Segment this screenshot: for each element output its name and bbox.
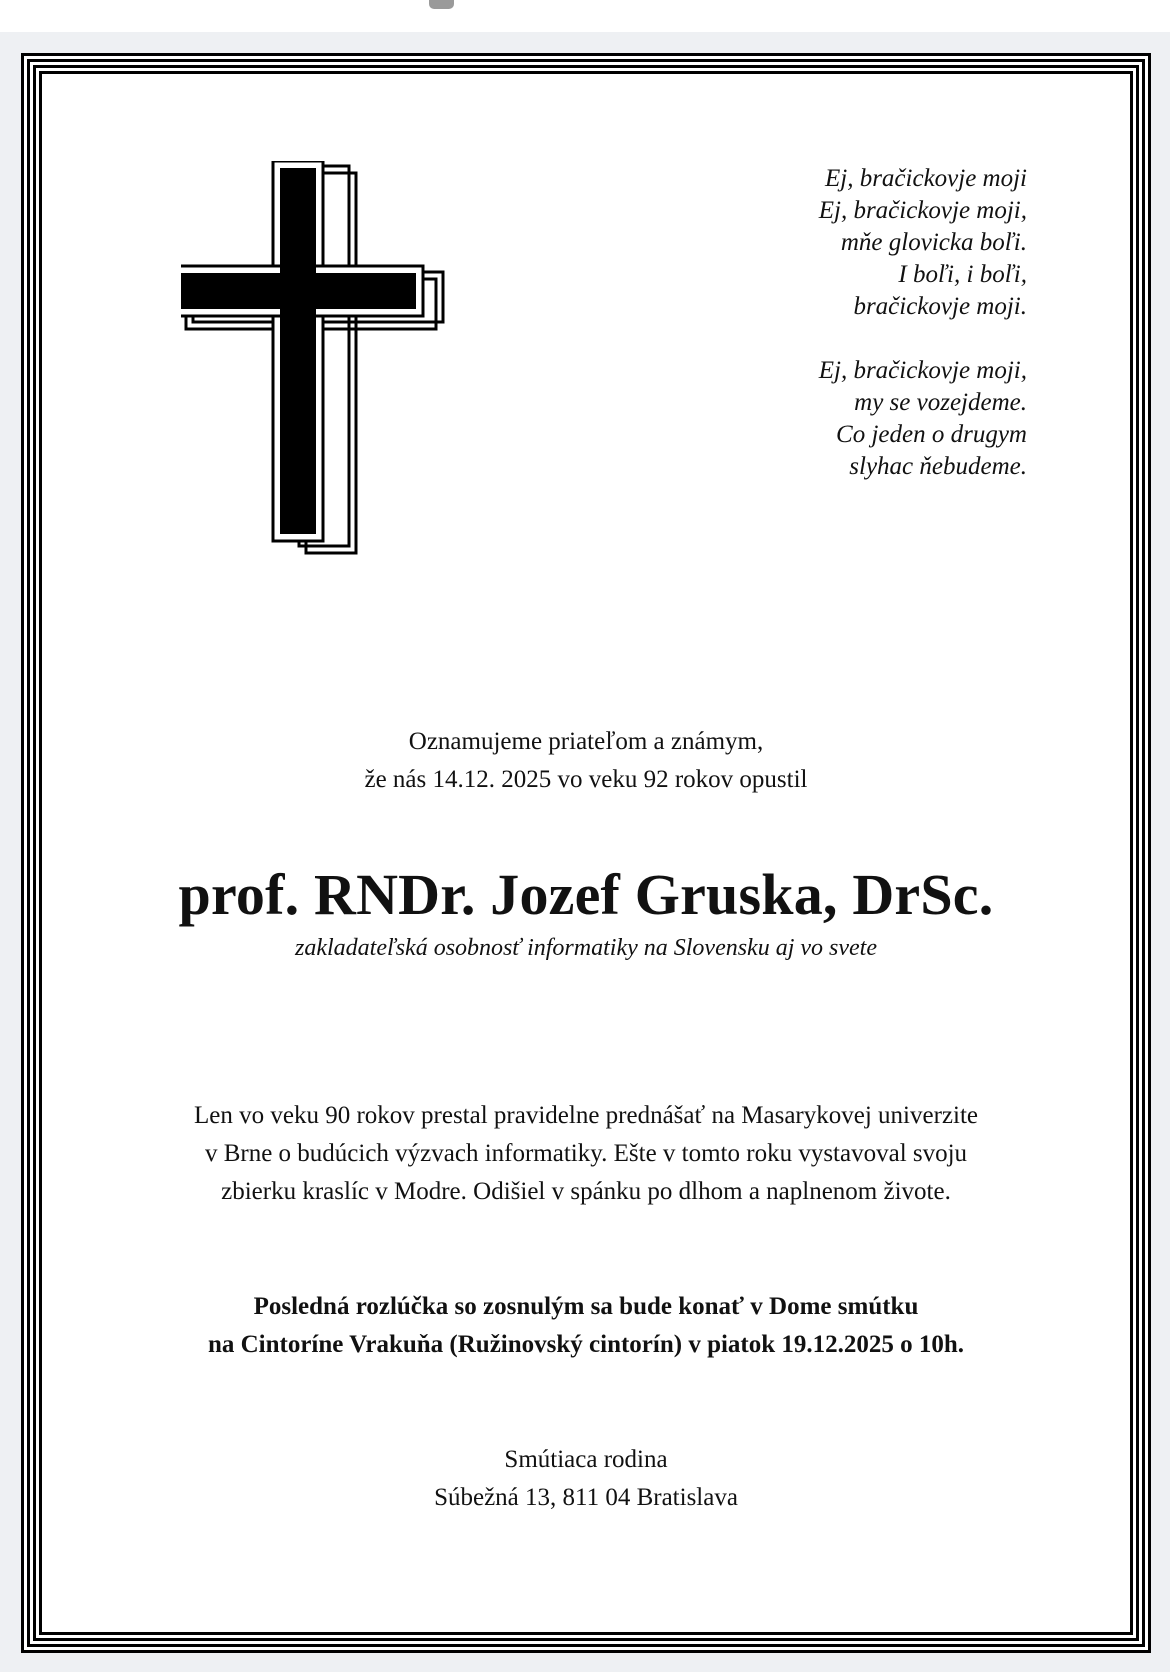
biography-line: Len vo veku 90 rokov prestal pravidelne prednášať na Masarykovej univerzite [193, 1102, 979, 1129]
poem-line: Co jeden o drugym [836, 421, 1027, 448]
announcement [61, 723, 1111, 799]
family-signature [61, 1441, 1111, 1517]
poem-line: Ej, bračickovje moji, [818, 357, 1027, 384]
poem-line: I boľi, i boľi, [898, 261, 1027, 288]
biography-line: zbierku kraslíc v Modre. Odišiel v spánku po dlhom a naplnenom živote. [221, 1178, 951, 1205]
poem-line: Ej, bračickovje moji [824, 165, 1027, 192]
poem-stanza-1 [667, 163, 1027, 323]
family-line: Smútiaca rodina [504, 1446, 668, 1473]
poem-stanza-2 [667, 355, 1027, 483]
announcement-line: Oznamujeme priateľom a známym, [408, 728, 764, 755]
biography [61, 1097, 1111, 1211]
funeral-line: na Cintoríne Vrakuňa (Ružinovský cintorín) v piatok 19.12.2025 o 10h. [207, 1331, 965, 1358]
top-bar [0, 0, 1170, 32]
deceased-name: prof. RNDr. Jozef Gruska, DrSc. [178, 862, 994, 927]
funeral-line: Posledná rozlúčka so zosnulým sa bude konať v Dome smútku [253, 1293, 919, 1320]
deceased-tagline: zakladateľská osobnosť informatiky na Slovensku aj vo svete [294, 935, 877, 961]
family-address: Súbežná 13, 811 04 Bratislava [434, 1484, 738, 1511]
announcement-line: že nás 14.12. 2025 vo veku 92 rokov opustil [364, 766, 808, 793]
poem-line: slyhac ňebudeme. [849, 453, 1027, 480]
poem-line: bračickovje moji. [853, 293, 1027, 320]
poem [667, 163, 1027, 515]
poem-line: mňe glovicka boľi. [840, 229, 1027, 256]
obituary-card [21, 53, 1151, 1653]
poem-line: my se vozejdeme. [854, 389, 1027, 416]
funeral-notice [61, 1288, 1111, 1364]
cross-icon [181, 161, 481, 591]
scroll-handle[interactable] [429, 0, 454, 9]
poem-line: Ej, bračickovje moji, [818, 197, 1027, 224]
biography-line: v Brne o budúcich výzvach informatiky. Ešte v tomto roku vystavoval svoju [204, 1140, 968, 1167]
